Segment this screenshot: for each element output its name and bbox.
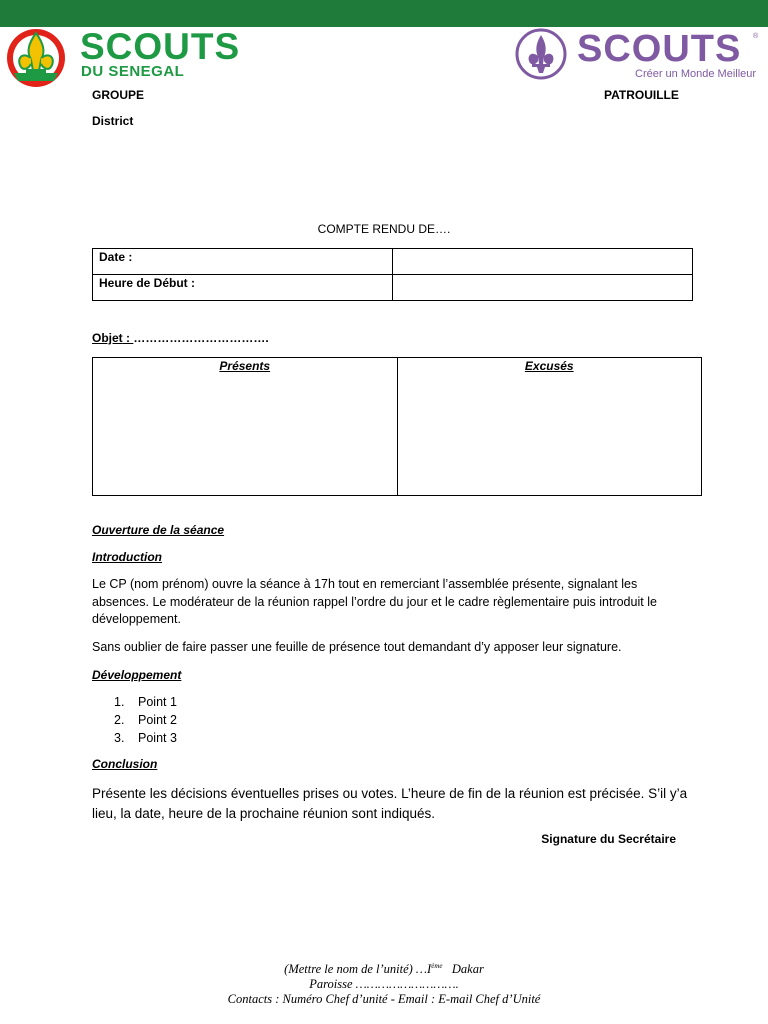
date-row bbox=[93, 249, 693, 275]
scouts-senegal-emblem-icon bbox=[2, 27, 70, 89]
points-list bbox=[114, 693, 177, 747]
objet-label: Objet bbox=[92, 331, 123, 345]
scouts-senegal-wordmark: SCOUTS bbox=[80, 26, 241, 67]
groupe-label: GROUPE bbox=[92, 88, 145, 102]
district-label: District bbox=[92, 114, 134, 128]
heure-debut-label: Heure de Début : bbox=[93, 275, 393, 301]
list-item bbox=[114, 693, 177, 711]
top-green-bar bbox=[0, 0, 768, 27]
ouverture-heading: Ouverture de la séance bbox=[92, 523, 225, 537]
introduction-paragraph-1: Le CP (nom prénom) ouvre la séance à 17h tout en remerciant l’assemblée présente, signalant les absences. Le modérateur de la réunion rappel l’ordre du jour et le cadre règlementaire puis introduit le développement. bbox=[92, 577, 657, 626]
presents-header: Présents bbox=[219, 359, 271, 373]
footer-city: Dakar bbox=[442, 962, 484, 977]
footer-paroisse-line: Paroisse ………………………. bbox=[309, 977, 459, 991]
developpement-heading: Développement bbox=[92, 668, 182, 682]
wosm-tagline: Créer un Monde Meilleur bbox=[635, 68, 757, 80]
heure-debut-value-cell[interactable] bbox=[393, 275, 693, 301]
footer-superscript: ème bbox=[431, 962, 443, 970]
list-item bbox=[114, 729, 177, 747]
list-item-number: 3. bbox=[114, 731, 125, 745]
conclusion-heading: Conclusion bbox=[92, 757, 158, 771]
list-item-text: Point 2 bbox=[138, 713, 177, 727]
objet-dots[interactable]: ……………………………. bbox=[133, 331, 269, 345]
document-title: COMPTE RENDU DE…. bbox=[317, 222, 451, 236]
list-item-text: Point 1 bbox=[138, 695, 177, 709]
fleur-de-lis-icon bbox=[515, 27, 567, 81]
attendance-table bbox=[92, 357, 702, 496]
list-item bbox=[114, 711, 177, 729]
footer-contacts-line: Contacts : Numéro Chef d’unité - Email : E-mail Chef d’Unité bbox=[227, 992, 541, 1006]
objet-separator: : bbox=[122, 331, 134, 345]
footer-unit-line bbox=[0, 962, 768, 977]
wosm-scouts-logo bbox=[515, 27, 768, 87]
list-item-number: 2. bbox=[114, 713, 125, 727]
objet-line bbox=[92, 331, 269, 345]
registered-mark: ® bbox=[753, 33, 759, 40]
heure-row bbox=[93, 275, 693, 301]
wosm-scouts-wordmark: SCOUTS bbox=[577, 28, 742, 70]
footer-unit-text: (Mettre le nom de l’unité) …I bbox=[284, 962, 432, 977]
date-value-cell[interactable] bbox=[393, 249, 693, 275]
conclusion-paragraph: Présente les décisions éventuelles prises ou votes. L’heure de fin de la réunion est précisée. S’il y’a lieu, la date, heure de la prochaine réunion sont indiqués. bbox=[92, 786, 688, 821]
du-senegal-text: DU SENEGAL bbox=[81, 63, 185, 80]
introduction-paragraph-2: Sans oublier de faire passer une feuille de présence tout demandant d’y apposer leur signature. bbox=[92, 640, 622, 654]
date-label: Date : bbox=[93, 249, 393, 275]
presents-column[interactable] bbox=[93, 358, 398, 496]
list-item-number: 1. bbox=[114, 695, 125, 709]
excuses-header: Excusés bbox=[524, 359, 574, 373]
date-time-table bbox=[92, 248, 693, 301]
signature-secretaire: Signature du Secrétaire bbox=[541, 832, 676, 846]
excuses-column[interactable] bbox=[397, 358, 702, 496]
list-item-text: Point 3 bbox=[138, 731, 177, 745]
patrouille-label: PATROUILLE bbox=[604, 88, 679, 102]
introduction-heading: Introduction bbox=[92, 550, 162, 564]
scouts-senegal-logo bbox=[2, 27, 242, 89]
